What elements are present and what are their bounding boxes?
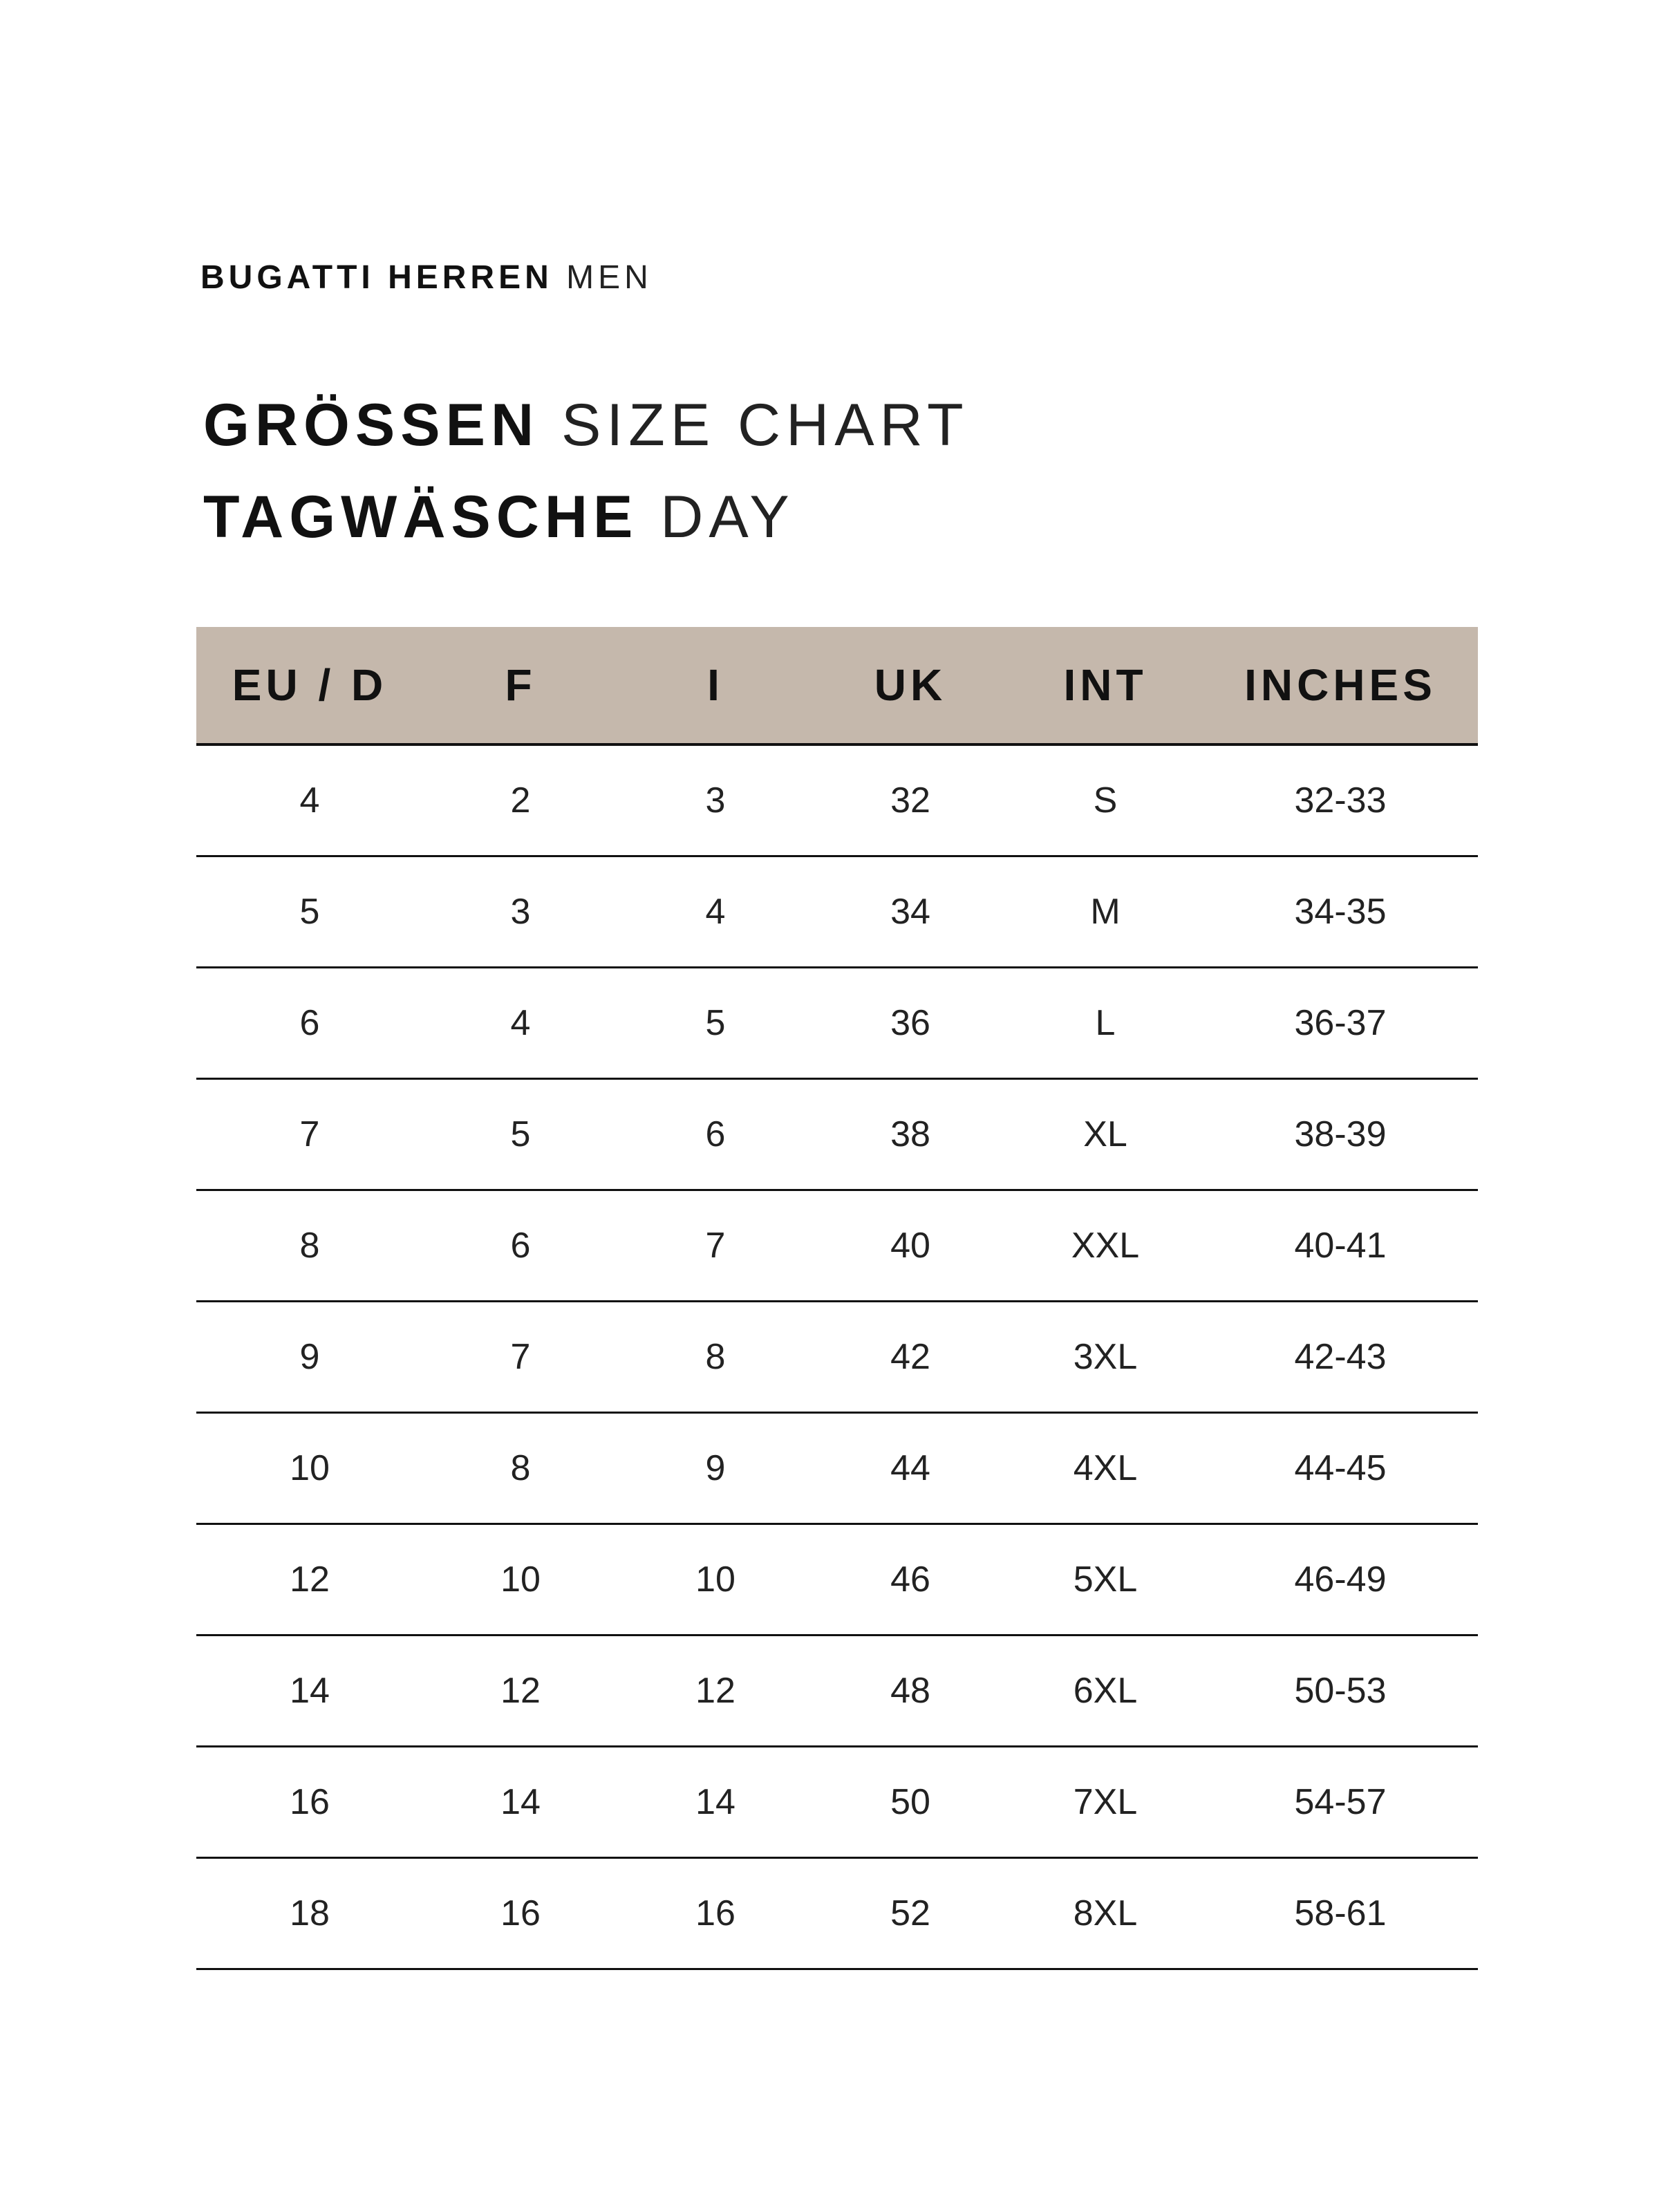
cell-int: M (1008, 856, 1203, 968)
cell-inches: 58-61 (1203, 1858, 1478, 1969)
cell-i: 9 (618, 1413, 813, 1524)
table-row (196, 744, 1478, 856)
cell-int: 4XL (1008, 1413, 1203, 1524)
cell-f: 3 (423, 856, 618, 968)
cell-i: 14 (618, 1747, 813, 1858)
cell-i: 5 (618, 968, 813, 1079)
cell-int: 3XL (1008, 1302, 1203, 1413)
cell-uk: 34 (813, 856, 1008, 968)
cell-eu-d: 7 (196, 1079, 423, 1190)
header-eu-d: EU / D (196, 627, 423, 744)
cell-int: XL (1008, 1079, 1203, 1190)
cell-f: 2 (423, 744, 618, 856)
cell-inches: 42-43 (1203, 1302, 1478, 1413)
cell-int: 8XL (1008, 1858, 1203, 1969)
cell-int: 7XL (1008, 1747, 1203, 1858)
header-i: I (618, 627, 813, 744)
cell-int: S (1008, 744, 1203, 856)
cell-i: 7 (618, 1190, 813, 1302)
brand-subtitle: MEN (566, 259, 653, 296)
cell-uk: 50 (813, 1747, 1008, 1858)
cell-inches: 36-37 (1203, 968, 1478, 1079)
title-en: SIZE CHART (561, 392, 969, 458)
table-row (196, 1190, 1478, 1302)
table-row (196, 1079, 1478, 1190)
table-row (196, 1413, 1478, 1524)
cell-eu-d: 16 (196, 1747, 423, 1858)
cell-uk: 32 (813, 744, 1008, 856)
cell-f: 16 (423, 1858, 618, 1969)
table-row (196, 1524, 1478, 1635)
cell-eu-d: 18 (196, 1858, 423, 1969)
cell-uk: 38 (813, 1079, 1008, 1190)
cell-eu-d: 14 (196, 1635, 423, 1747)
cell-uk: 44 (813, 1413, 1008, 1524)
cell-inches: 38-39 (1203, 1079, 1478, 1190)
cell-uk: 36 (813, 968, 1008, 1079)
brand-heading (200, 257, 653, 299)
cell-f: 12 (423, 1635, 618, 1747)
cell-f: 4 (423, 968, 618, 1079)
cell-f: 8 (423, 1413, 618, 1524)
table-row (196, 968, 1478, 1079)
cell-uk: 52 (813, 1858, 1008, 1969)
cell-eu-d: 9 (196, 1302, 423, 1413)
cell-f: 7 (423, 1302, 618, 1413)
cell-i: 4 (618, 856, 813, 968)
cell-inches: 34-35 (1203, 856, 1478, 968)
cell-inches: 46-49 (1203, 1524, 1478, 1635)
cell-eu-d: 6 (196, 968, 423, 1079)
cell-int: 5XL (1008, 1524, 1203, 1635)
page-subtitle (203, 482, 795, 552)
header-int: INT (1008, 627, 1203, 744)
cell-int: 6XL (1008, 1635, 1203, 1747)
size-chart-table (196, 627, 1478, 1970)
header-uk: UK (813, 627, 1008, 744)
cell-eu-d: 12 (196, 1524, 423, 1635)
cell-inches: 44-45 (1203, 1413, 1478, 1524)
cell-i: 16 (618, 1858, 813, 1969)
cell-f: 14 (423, 1747, 618, 1858)
cell-f: 5 (423, 1079, 618, 1190)
cell-i: 12 (618, 1635, 813, 1747)
cell-i: 8 (618, 1302, 813, 1413)
subtitle-de: TAGWÄSCHE (203, 484, 639, 550)
cell-uk: 46 (813, 1524, 1008, 1635)
cell-uk: 40 (813, 1190, 1008, 1302)
cell-inches: 54-57 (1203, 1747, 1478, 1858)
cell-eu-d: 5 (196, 856, 423, 968)
header-f: F (423, 627, 618, 744)
table-row (196, 1858, 1478, 1969)
subtitle-en: DAY (660, 484, 795, 550)
page-title (203, 391, 969, 460)
table-row (196, 1635, 1478, 1747)
cell-inches: 40-41 (1203, 1190, 1478, 1302)
cell-eu-d: 10 (196, 1413, 423, 1524)
header-inches: INCHES (1203, 627, 1478, 744)
cell-eu-d: 4 (196, 744, 423, 856)
cell-i: 3 (618, 744, 813, 856)
table-row (196, 1302, 1478, 1413)
cell-uk: 42 (813, 1302, 1008, 1413)
cell-int: XXL (1008, 1190, 1203, 1302)
cell-inches: 50-53 (1203, 1635, 1478, 1747)
cell-i: 6 (618, 1079, 813, 1190)
table-row (196, 1747, 1478, 1858)
cell-i: 10 (618, 1524, 813, 1635)
cell-inches: 32-33 (1203, 744, 1478, 856)
cell-f: 10 (423, 1524, 618, 1635)
cell-eu-d: 8 (196, 1190, 423, 1302)
table-header-row (196, 627, 1478, 744)
cell-f: 6 (423, 1190, 618, 1302)
table-body (196, 744, 1478, 1969)
cell-int: L (1008, 968, 1203, 1079)
table-row (196, 856, 1478, 968)
brand-name: BUGATTI HERREN (200, 259, 553, 296)
title-de: GRÖSSEN (203, 392, 540, 458)
cell-uk: 48 (813, 1635, 1008, 1747)
